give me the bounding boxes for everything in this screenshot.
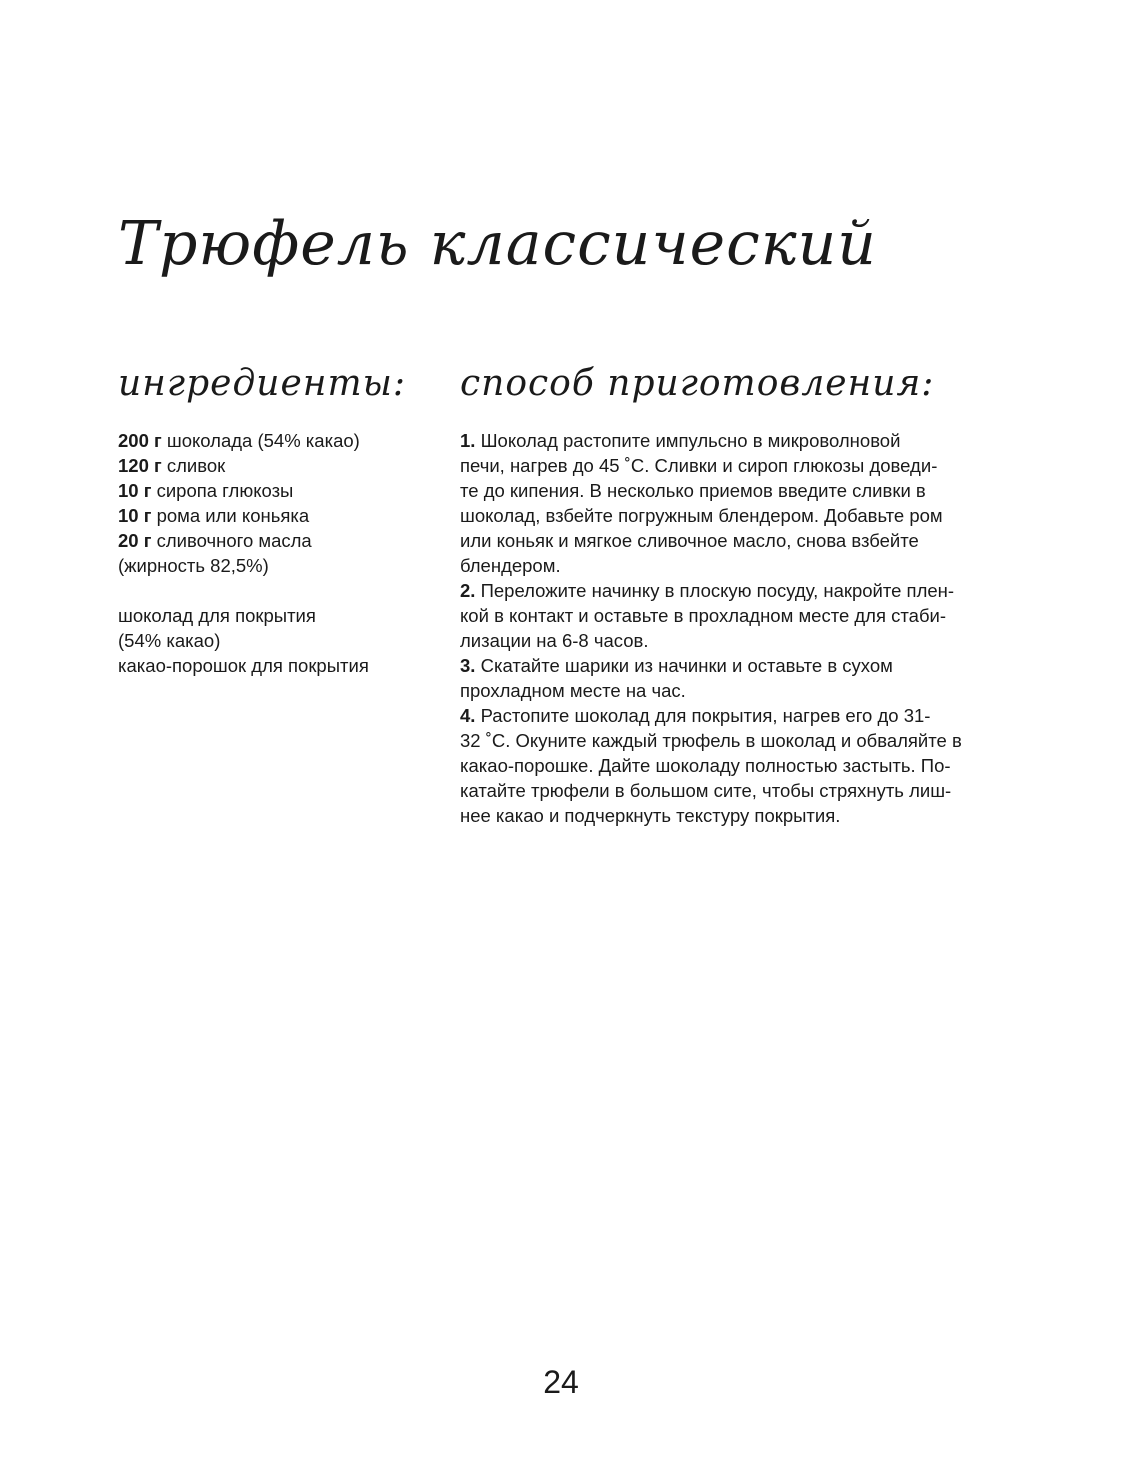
extra-ingredient: какао-порошок для покрытия xyxy=(118,655,369,676)
step-line: печи, нагрев до 45 ˚С. Сливки и сироп глюкозы доведи- xyxy=(460,455,938,476)
step-number: 1. xyxy=(460,430,476,451)
step-number: 3. xyxy=(460,655,476,676)
step-line xyxy=(460,653,1005,678)
method-steps xyxy=(460,428,1005,828)
step-line: 32 ˚С. Окуните каждый трюфель в шоколад и обваляйте в xyxy=(460,730,962,751)
ingredient-quantity: 10 г xyxy=(118,480,152,501)
method-step-1 xyxy=(460,428,1005,578)
step-line: те до кипения. В несколько приемов введите сливки в xyxy=(460,480,926,501)
page-title: Трюфель классический xyxy=(118,209,877,279)
step-text: Шоколад растопите импульсно в микроволновой xyxy=(475,430,901,451)
step-line: нее какао и подчеркнуть текстуру покрытия. xyxy=(460,805,841,826)
page-number: 24 xyxy=(543,1364,579,1400)
step-line xyxy=(460,578,1005,603)
ingredient-quantity: 20 г xyxy=(118,530,152,551)
extra-ingredient: (54% какао) xyxy=(118,630,221,651)
extra-ingredient: шоколад для покрытия xyxy=(118,605,316,626)
spacer xyxy=(118,578,418,603)
ingredient-quantity: 120 г xyxy=(118,455,162,476)
ingredient-text: сиропа глюкозы xyxy=(151,480,294,501)
method-step-3 xyxy=(460,653,1005,703)
ingredient-item xyxy=(118,478,418,503)
ingredient-quantity: 200 г xyxy=(118,430,162,451)
method-step-4 xyxy=(460,703,1005,828)
step-line: катайте трюфели в большом сите, чтобы стряхнуть лиш- xyxy=(460,780,952,801)
ingredient-item xyxy=(118,428,418,453)
ingredient-fat-note: (жирность 82,5%) xyxy=(118,555,269,576)
step-line: лизации на 6-8 часов. xyxy=(460,630,649,651)
ingredient-quantity: 10 г xyxy=(118,505,152,526)
step-line: или коньяк и мягкое сливочное масло, снова взбейте xyxy=(460,530,919,551)
ingredient-text: сливочного масла xyxy=(151,530,312,551)
method-step-2 xyxy=(460,578,1005,653)
ingredient-text: рома или коньяка xyxy=(151,505,310,526)
step-number: 2. xyxy=(460,580,476,601)
ingredients-heading: ингредиенты: xyxy=(118,363,407,404)
step-line: кой в контакт и оставьте в прохладном месте для стаби- xyxy=(460,605,947,626)
step-number: 4. xyxy=(460,705,476,726)
step-text: Растопите шоколад для покрытия, нагрев его до 31- xyxy=(475,705,931,726)
ingredient-item xyxy=(118,453,418,478)
step-text: Скатайте шарики из начинки и оставьте в сухом xyxy=(475,655,893,676)
ingredient-item xyxy=(118,528,418,553)
method-heading: способ приготовления: xyxy=(460,363,935,404)
step-line: блендером. xyxy=(460,555,561,576)
ingredients-list xyxy=(118,428,418,678)
ingredient-text: шоколада (54% какао) xyxy=(161,430,360,451)
step-line: прохладном месте на час. xyxy=(460,680,686,701)
ingredient-item xyxy=(118,503,418,528)
step-line: какао-порошке. Дайте шоколаду полностью застыть. По- xyxy=(460,755,951,776)
step-text: Переложите начинку в плоскую посуду, накройте плен- xyxy=(475,580,955,601)
step-line xyxy=(460,703,1005,728)
step-line: шоколад, взбейте погружным блендером. Добавьте ром xyxy=(460,505,943,526)
ingredient-text: сливок xyxy=(161,455,226,476)
step-line xyxy=(460,428,1005,453)
